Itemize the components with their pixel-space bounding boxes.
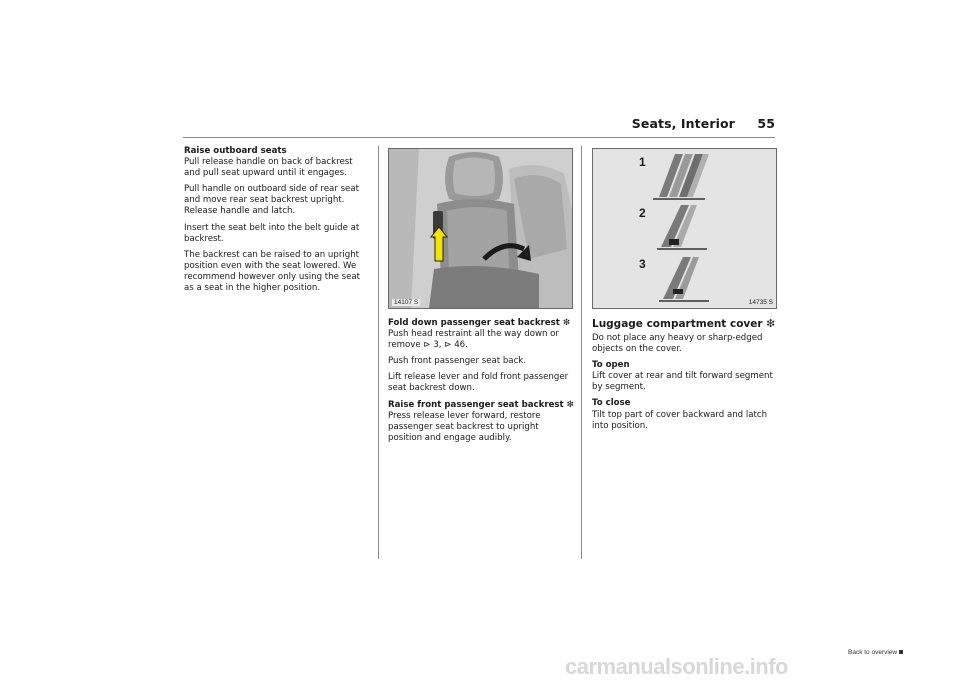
col1-paragraph-2: Pull handle on outboard side of rear seat and move rear seat backrest upright. Release handle and latch. (184, 184, 359, 217)
back-to-overview-label: Back to overview (848, 649, 898, 656)
luggage-cover-heading-text: Luggage compartment cover (592, 318, 763, 330)
section-title: Seats, Interior (631, 116, 735, 131)
to-close-heading: To close (592, 398, 631, 409)
square-icon (899, 650, 903, 654)
passenger-seat-figure (388, 148, 573, 309)
page-header (632, 116, 775, 131)
column-1 (184, 146, 370, 299)
figure-label-2: 2 (639, 206, 646, 220)
raise-front-heading-text: Raise front passenger seat backrest (388, 399, 564, 410)
asterisk-icon: ❇ (566, 399, 574, 410)
to-close-text: Tilt top part of cover backward and latch into position. (592, 409, 768, 431)
watermark: carmanualsonline.info (565, 654, 788, 679)
page-ref-icon: ⊳ (444, 340, 452, 351)
asterisk-icon: ❇ (562, 318, 571, 328)
figure-code-14735: 14735 S (748, 299, 773, 306)
column-divider-2 (581, 146, 582, 559)
column-2 (388, 318, 574, 449)
page-number: 55 (757, 116, 775, 131)
page-ref-46[interactable]: 46. (454, 340, 468, 351)
page-ref-icon: ⊳ (423, 340, 431, 351)
figure-code-14107: 14107 S (394, 299, 419, 306)
col2-paragraph-2: Push front passenger seat back. (388, 356, 527, 367)
page-ref-3[interactable]: 3, (433, 340, 445, 351)
cover-segments-illustration (593, 149, 776, 308)
raise-front-heading (388, 400, 574, 411)
col2-paragraph-1 (388, 329, 559, 350)
luggage-cover-figure (592, 148, 777, 309)
raise-outboard-seats-heading: Raise outboard seats (184, 146, 287, 156)
luggage-cover-heading (592, 318, 778, 331)
header-rule (183, 137, 775, 138)
col1-paragraph-4: The backrest can be raised to an upright position even with the seat lowered. We recommend however only using the seat as a seat in the higher position. (184, 249, 361, 294)
col3-paragraph-1: Do not place any heavy or sharp-edged objects on the cover. (592, 333, 763, 355)
asterisk-icon: ❇ (766, 318, 776, 330)
figure-label-1: 1 (639, 155, 646, 169)
col1-paragraph-3: Insert the seat belt into the belt guide at backrest. (184, 222, 360, 244)
back-to-overview-link[interactable] (848, 649, 903, 656)
col2-p1-text: Push head restraint all the way down or remove (388, 329, 559, 351)
figure-label-3: 3 (639, 257, 646, 271)
column-3 (592, 318, 778, 437)
col2-paragraph-4: Press release lever forward, restore passenger seat backrest to upright position and engage audibly. (388, 410, 541, 443)
fold-down-heading (388, 318, 574, 329)
seat-illustration (389, 149, 572, 308)
to-open-text: Lift cover at rear and tilt forward segment by segment. (592, 371, 773, 393)
fold-down-heading-text: Fold down passenger seat backrest (388, 318, 560, 328)
column-divider-1 (378, 146, 379, 559)
col1-paragraph-1: Pull release handle on back of backrest and pull seat upward until it engages. (184, 157, 353, 179)
col2-paragraph-3: Lift release lever and fold front passenger seat backrest down. (388, 372, 569, 394)
to-open-heading: To open (592, 360, 630, 371)
